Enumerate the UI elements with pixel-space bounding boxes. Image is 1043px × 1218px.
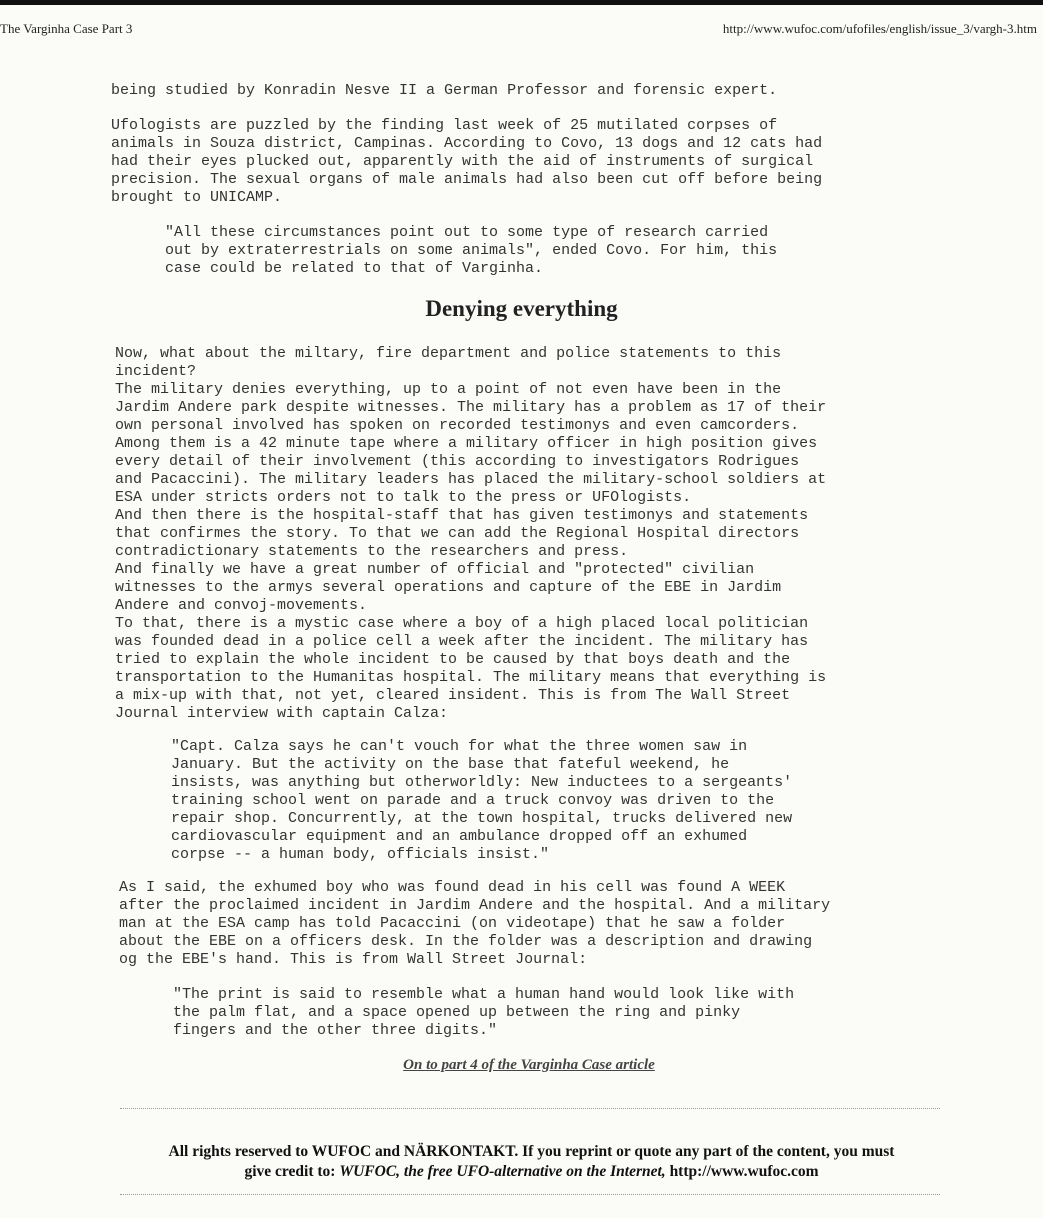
quote-calza: "Capt. Calza says he can't vouch for what the three women saw in January. But the activity on the base that fateful weekend, he insists, was anything but otherworldly: New inductees to a sergeants' training school went on parade and a truck convoy was driven to the repair shop. Concurrently, at the town hospital, trucks delivered new cardiovascular equipment and an ambulance dropped off an exhumed corpse -- a human body, officials insist." (171, 738, 793, 863)
next-part-link[interactable]: On to part 4 of the Varginha Case article (403, 1057, 655, 1073)
copyright-line-1: All rights reserved to WUFOC and NÄRKONTAKT. If you reprint or quote any part of the content, you must (168, 1143, 895, 1160)
quote-covo: "All these circumstances point out to some type of research carried out by extraterrestrials on some animals", ended Covo. For him, this case could be related to that of Varginha. (165, 224, 778, 277)
credit-url[interactable]: http://www.wufoc.com (665, 1163, 819, 1180)
divider-top (120, 1108, 940, 1109)
paragraph-mutilated-animals: Ufologists are puzzled by the finding last week of 25 mutilated corpses of animals in Souza district, Campinas. According to Covo, 13 dogs and 12 cats had had their eyes plucked out, apparently with the aid of instruments of surgical precision. The sexual organs of male animals had also been cut off before being brought to UNICAMP. (111, 117, 823, 206)
copyright-footer (0, 1142, 1043, 1182)
credit-italic: WUFOC, the free UFO-alternative on the Internet, (339, 1163, 666, 1180)
top-border (0, 0, 1043, 5)
paragraph-intro: being studied by Konradin Nesve II a German Professor and forensic expert. (111, 82, 778, 99)
page-url: http://www.wufoc.com/ufofiles/english/issue_3/vargh-3.htm (722, 21, 1037, 36)
paragraph-military-denial: Now, what about the miltary, fire department and police statements to this incident? The military denies everything, up to a point of not even have been in the Jardim Andere park despite witnesses. The military has a problem as 17 of their own personal involved has spoken on recorded testimonys and even camcorders. Among them is a 42 minute tape where a military officer in high position gives every detail of their involvement (this according to investigators Rodrigues and Pacaccini). The military leaders has placed the military-school soldiers at ESA under stricts orders not to talk to the press or UFOlogists. And then there is the hospital-staff that has given testimonys and statements that confirmes the story. To that we can add the Regional Hospital directors contradictionary statements to the researchers and press. And finally we have a great number of official and "protected" civilian witnesses to the armys several operations and capture of the EBE in Jardim Andere and convoj-movements. To that, there is a mystic case where a boy of a high placed local politician was founded dead in a police cell a week after the incident. The military has tried to explain the whole incident to be caused by that boys death and the transportation to the Humanitas hospital. The military means that everything is a mix-up with that, not yet, cleared insident. This is from The Wall Street Journal interview with captain Calza: (115, 345, 827, 722)
page-title: The Varginha Case Part 3 (0, 21, 133, 36)
copyright-line-2 (0, 1162, 1043, 1182)
section-heading: Denying everything (425, 296, 618, 321)
credit-prefix: give credit to: (244, 1163, 340, 1180)
quote-wall-street-journal: "The print is said to resemble what a human hand would look like with the palm flat, and a space opened up between the ring and pinky fingers and the other three digits." (173, 986, 795, 1039)
divider-bottom (120, 1194, 940, 1195)
paragraph-exhumed-boy: As I said, the exhumed boy who was found dead in his cell was found A WEEK after the proclaimed incident in Jardim Andere and the hospital. And a military man at the ESA camp has told Pacaccini (on videotape) that he saw a folder about the EBE on a officers desk. In the folder was a description and drawing og the EBE's hand. This is from Wall Street Journal: (119, 879, 831, 968)
